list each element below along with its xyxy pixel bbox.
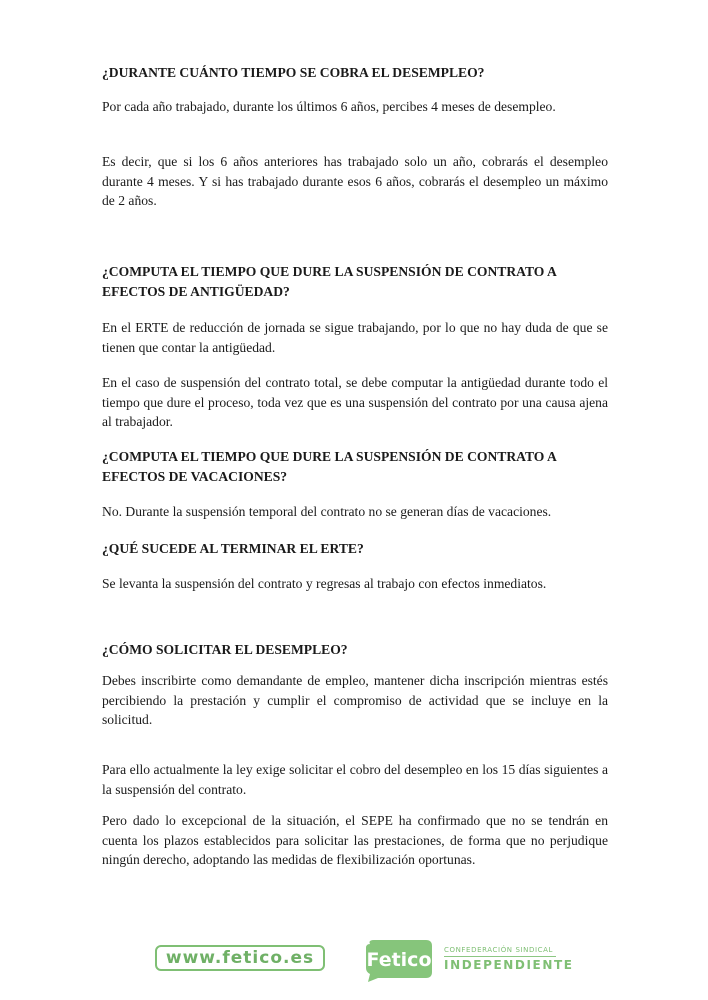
paragraph-request-1: Debes inscribirte como demandante de empleo, mantener dicha inscripción mientras estés percibiendo la prestación y cumplir el compromiso de actividad que se incluye en la solicitud.: [102, 673, 608, 727]
paragraph-request-3: Pero dado lo excepcional de la situación, el SEPE ha confirmado que no se tendrán en cuenta los plazos establecidos para solicitar las prestaciones, de forma que no perjudique ningún derecho, adoptando las medidas de flexibilización oportunas.: [102, 813, 608, 867]
heading-duration: ¿DURANTE CUÁNTO TIEMPO SE COBRA EL DESEMPLEO?: [102, 65, 485, 80]
confederation-divider: [444, 956, 556, 957]
paragraph-seniority-1: En el ERTE de reducción de jornada se sigue trabajando, por lo que no hay duda de que se tienen que contar la antigüedad.: [102, 320, 608, 355]
section-vacation: [102, 447, 608, 486]
section-request: [102, 640, 608, 660]
website-badge[interactable]: [155, 945, 325, 971]
paragraph-vacation-1: No. Durante la suspensión temporal del contrato no se generan días de vacaciones.: [102, 504, 552, 519]
paragraph-duration-1: Por cada año trabajado, durante los últimos 6 años, percibes 4 meses de desempleo.: [102, 99, 556, 114]
section-seniority: [102, 262, 608, 301]
paragraph-request-2: Para ello actualmente la ley exige solicitar el cobro del desempleo en los 15 días siguientes a la suspensión del contrato.: [102, 762, 608, 797]
heading-vacation: ¿COMPUTA EL TIEMPO QUE DURE LA SUSPENSIÓN DE CONTRATO A EFECTOS DE VACACIONES?: [102, 449, 557, 484]
section-duration: [102, 63, 608, 83]
heading-seniority: ¿COMPUTA EL TIEMPO QUE DURE LA SUSPENSIÓN DE CONTRATO A EFECTOS DE ANTIGÜEDAD?: [102, 264, 557, 299]
confederation-top-text: CONFEDERACIÓN SINDICAL: [444, 946, 554, 954]
logo-text: Fetico: [366, 949, 432, 971]
paragraph-seniority-2: En el caso de suspensión del contrato total, se debe computar la antigüedad durante todo el tiempo que dure el proceso, toda vez que es una suspensión del contrato por una causa ajena al trabajador.: [102, 375, 608, 429]
website-link[interactable]: www.fetico.es: [165, 948, 315, 968]
section-end-erte: [102, 539, 608, 559]
heading-end-erte: ¿QUÉ SUCEDE AL TERMINAR EL ERTE?: [102, 541, 364, 556]
confederation-label: [444, 946, 574, 972]
fetico-logo-icon: [364, 938, 434, 982]
paragraph-duration-2: Es decir, que si los 6 años anteriores has trabajado solo un año, cobrarás el desempleo durante 4 meses. Y si has trabajado durante esos 6 años, cobrarás el desempleo un máximo de 2 años.: [102, 154, 608, 208]
page-footer: [0, 930, 708, 990]
heading-request: ¿CÓMO SOLICITAR EL DESEMPLEO?: [102, 642, 348, 657]
confederation-bottom-text: INDEPENDIENTE: [444, 958, 574, 972]
paragraph-end-erte-1: Se levanta la suspensión del contrato y regresas al trabajo con efectos inmediatos.: [102, 576, 547, 591]
